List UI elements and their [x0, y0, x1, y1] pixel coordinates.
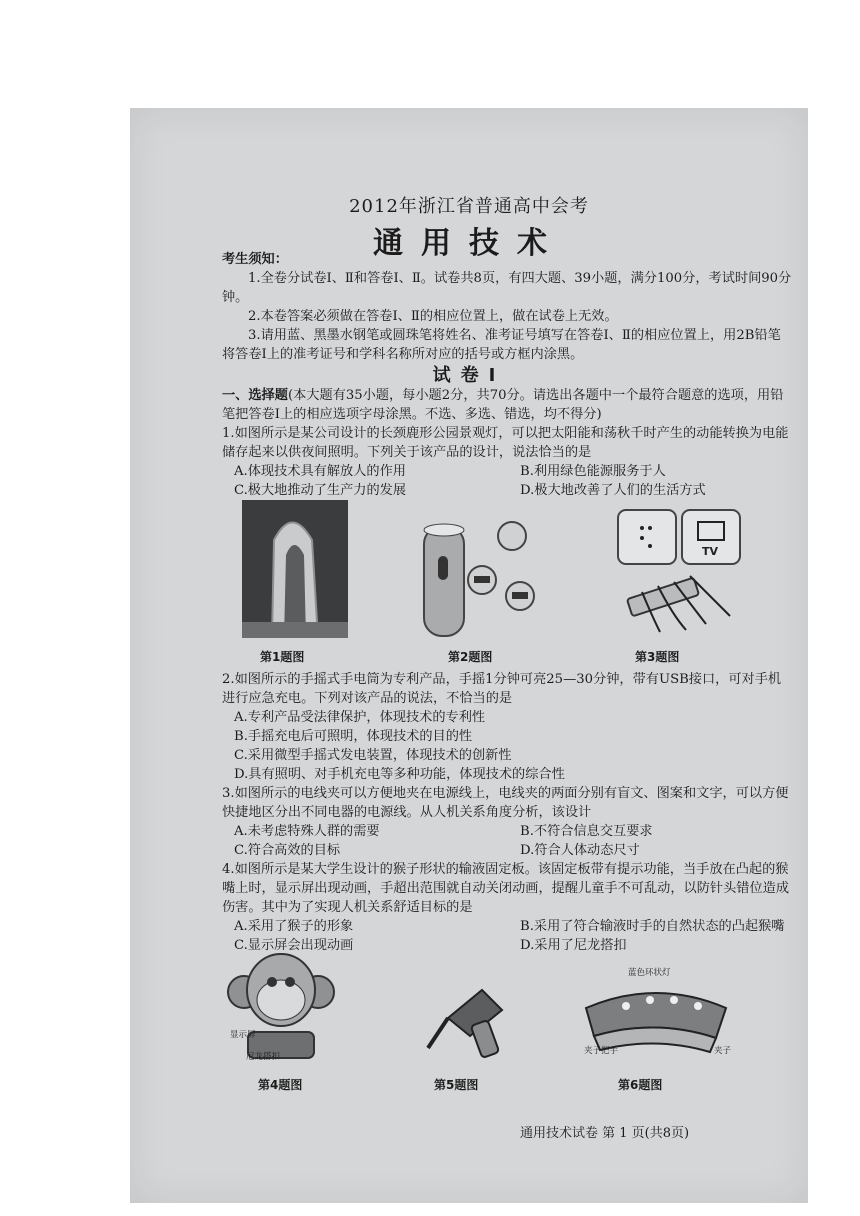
fig3-caption: 第3题图 [635, 650, 680, 664]
notice-item-3: 3.请用蓝、黑墨水钢笔或圆珠笔将姓名、准考证号填写在答卷Ⅰ、Ⅱ的相应位置上，用2B铅笔将答卷Ⅰ上的准考证号和学科名称所对应的括号或方框内涂黑。 [222, 328, 781, 362]
fig4-caption: 第4题图 [258, 1078, 303, 1092]
exam-page [130, 108, 808, 1203]
option-b: B.采用了符合输液时手的自然状态的凸起猴嘴 [520, 919, 785, 934]
option-c: C.极大地推动了生产力的发展 [234, 483, 407, 498]
fig2-caption: 第2题图 [448, 650, 493, 664]
fig6-label-ring-light: 蓝色环状灯 [628, 968, 671, 978]
fig4-label-screen: 显示屏 [230, 1030, 256, 1040]
question-stem: 2.如图所示的手摇式手电筒为专利产品，手摇1分钟可亮25—30分钟，带有USB接口，可对手机进行应急充电。下列对该产品的说法，不恰当的是 [222, 672, 782, 706]
question-2 [222, 670, 792, 784]
fig5-caption: 第5题图 [434, 1078, 479, 1092]
question-stem: 3.如图所示的电线夹可以方便地夹在电源线上，电线夹的两面分别有盲文、图案和文字，可以方便快捷地区分出不同电器的电源线。从人机关系角度分析，该设计 [222, 786, 789, 820]
section-heading [222, 386, 792, 424]
exam-title: 2012年浙江省普通高中会考 [349, 196, 589, 217]
fig4-monkey-infusion-board [226, 948, 336, 1068]
notice-heading: 考生须知： [222, 252, 288, 267]
section-heading-label: 一、选择题 [222, 388, 288, 403]
fig6-label-handle: 夹子把手 [584, 1046, 619, 1056]
question-4 [222, 860, 792, 955]
fig1-caption: 第1题图 [260, 650, 305, 664]
option-c: C.采用微型手摇式发电装置，体现技术的创新性 [234, 748, 512, 763]
fig3-tv-label: TV [702, 545, 719, 558]
section-title: 试卷Ⅰ [432, 365, 506, 386]
option-a: A.体现技术具有解放人的作用 [234, 464, 406, 479]
option-d: D.具有照明、对手机充电等多种功能，体现技术的综合性 [234, 767, 565, 782]
option-a: A.专利产品受法律保护，体现技术的专利性 [234, 710, 486, 725]
option-c: C.显示屏会出现动画 [234, 938, 354, 953]
section-heading-text: (本大题有35小题，每小题2分，共70分。请选出各题中一个最符合题意的选项，用铅笔把答卷Ⅰ上的相应选项字母涂黑。不选、多选、错选，均不得分) [222, 388, 784, 422]
fig4-label-velcro: 尼龙搭扣 [246, 1052, 281, 1062]
option-c: C.符合高效的目标 [234, 843, 341, 858]
option-b: B.不符合信息交互要求 [520, 824, 653, 839]
fig1-giraffe-lamp-photo [242, 500, 348, 638]
notice-item-1: 1.全卷分试卷Ⅰ、Ⅱ和答卷Ⅰ、Ⅱ。试卷共8页，有四大题、39小题，满分100分，考试时间90分钟。 [222, 271, 792, 305]
notice-block [222, 250, 792, 364]
question-3 [222, 784, 792, 860]
fig6-label-clip: 夹子 [714, 1046, 732, 1056]
option-d: D.符合人体动态尺寸 [520, 843, 640, 858]
subject-title: 通用技术 [373, 226, 565, 261]
option-a: A.未考虑特殊人群的需要 [234, 824, 380, 839]
option-b: B.手摇充电后可照明，体现技术的目的性 [234, 729, 473, 744]
fig6-caption: 第6题图 [618, 1078, 663, 1092]
fig5-electric-drill [422, 978, 512, 1068]
option-b: B.利用绿色能源服务于人 [520, 464, 666, 479]
notice-item-2: 2.本卷答案必须做在答卷Ⅰ、Ⅱ的相应位置上，做在试卷上无效。 [248, 309, 618, 324]
question-1 [222, 424, 792, 500]
option-a: A.采用了猴子的形象 [234, 919, 354, 934]
fig2-hand-crank-flashlight [412, 518, 562, 638]
option-d: D.极大地改善了人们的生活方式 [520, 483, 706, 498]
question-stem: 4.如图所示是某大学生设计的猴子形状的输液固定板。该固定板带有提示功能，当手放在凸起的猴嘴上时，显示屏出现动画，手超出范围就自动关闭动画，提醒儿童手不可乱动，以防针头错位造成伤害。其中为了实现人机关系舒适目标的是 [222, 862, 790, 915]
page-footer: 通用技术试卷 第 1 页(共8页) [520, 1126, 690, 1141]
fig3-cable-clip [602, 506, 752, 640]
question-stem: 1.如图所示是某公司设计的长颈鹿形公园景观灯，可以把太阳能和荡秋千时产生的动能转换为电能储存起来以供夜间照明。下列关于该产品的设计，说法恰当的是 [222, 426, 789, 460]
option-d: D.采用了尼龙搭扣 [520, 938, 627, 953]
